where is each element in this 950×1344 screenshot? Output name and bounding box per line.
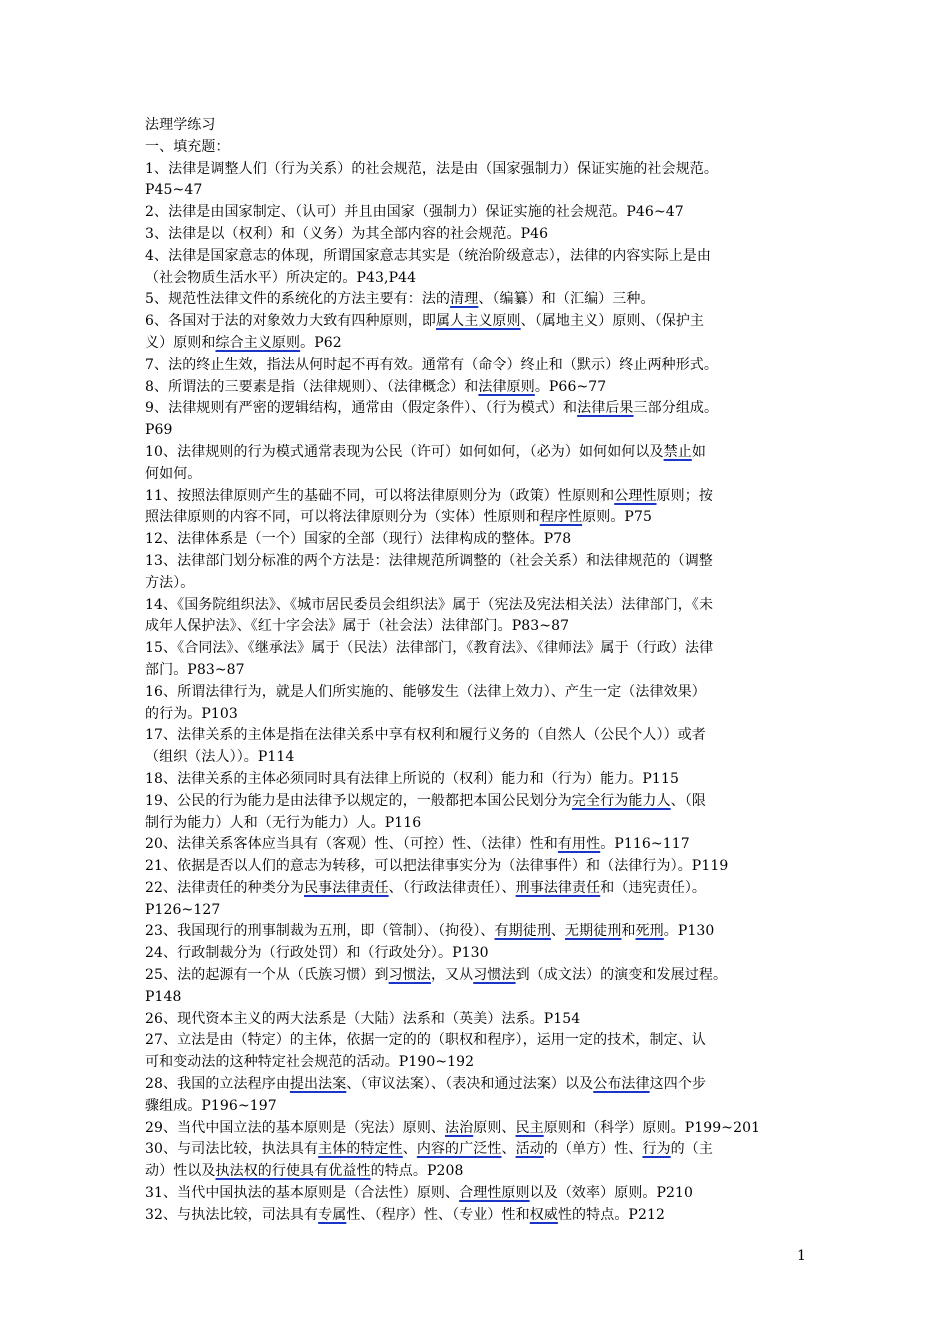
underlined-answer: 习惯法 [388, 967, 431, 984]
text-segment: 21、依据是否以人们的意志为转移，可以把法律事实分为（法律事件）和（法律行为）。P119 [145, 858, 729, 875]
text-line [145, 1205, 815, 1227]
text-segment: 、（编纂）和（汇编）三种。 [478, 291, 655, 308]
text-segment: 以及（效率）原则。P210 [529, 1185, 694, 1202]
text-segment: 11、按照法律原则产生的基础不同，可以将法律原则分为（政策）性原则和 [145, 487, 615, 504]
text-segment: 这四个步 [649, 1076, 707, 1093]
text-segment: 、 [550, 923, 566, 940]
underlined-answer: 刑事法律责任 [515, 879, 601, 896]
text-segment: （组织（法人））。P114 [145, 749, 295, 766]
text-segment: 制行为能力）人和（无行为能力）人。P116 [145, 814, 422, 831]
text-segment: 骤组成。P196~197 [145, 1097, 277, 1114]
text-segment: 28、我国的立法程序由 [145, 1076, 290, 1093]
underlined-answer: 无期徒刑 [565, 923, 622, 940]
text-segment: 5、规范性法律文件的系统化的方法主要有：法的 [145, 291, 451, 308]
text-line [145, 507, 815, 529]
text-line [145, 725, 815, 747]
text-line [145, 246, 815, 268]
text-line [145, 333, 815, 355]
document-title: 法理学练习 [145, 117, 216, 133]
underlined-answer: 清理 [450, 291, 479, 308]
text-segment: 13、法律部门划分标准的两个方法是：法律规范所调整的（社会关系）和法律规范的（调整 [145, 552, 713, 569]
text-segment: 25、法的起源有一个从（氏族习惯）到 [145, 967, 389, 984]
text-line [145, 202, 815, 224]
text-line [145, 1161, 815, 1183]
text-segment: 照法律原则的内容不同，可以将法律原则分为（实体）性原则和 [145, 509, 540, 526]
text-segment: 14、《国务院组织法》、《城市居民委员会组织法》属于（宪法及宪法相关法）法律部门，《未 [145, 596, 714, 613]
text-segment: 6、各国对于法的对象效力大致有四种原则，即 [145, 313, 437, 330]
text-segment: 30、与司法比较，执法具有 [145, 1141, 319, 1158]
text-line [145, 660, 815, 682]
text-segment: P45~47 [145, 182, 203, 199]
text-segment: 、 [402, 1141, 417, 1158]
text-segment: 和（违宪责任）。 [600, 879, 707, 896]
page-number: 1 [797, 1248, 806, 1264]
underlined-answer: 法治 [445, 1119, 474, 1136]
text-segment: 如 [691, 443, 706, 460]
text-line [145, 616, 815, 638]
text-segment: 何如何。 [145, 465, 202, 482]
text-segment: 32、与执法比较，司法具有 [145, 1206, 319, 1223]
text-segment: 的特点。P208 [370, 1163, 464, 1180]
text-line [145, 1183, 815, 1205]
text-segment: 22、法律责任的种类分为 [145, 879, 305, 896]
text-line [145, 900, 815, 922]
underlined-answer: 完全行为能力人 [571, 792, 671, 809]
text-segment: 的（主 [670, 1141, 713, 1158]
text-line [145, 355, 815, 377]
document-page [145, 115, 815, 1227]
text-line [145, 398, 815, 420]
text-segment: 可和变动法的这种特定社会规范的活动。P190~192 [145, 1054, 475, 1071]
text-segment: 4、法律是国家意志的体现，所谓国家意志其实是（统治阶级意志），法律的内容实际上是由 [145, 247, 712, 264]
section-heading: 一、填充题： [145, 138, 230, 155]
text-line [145, 638, 815, 660]
text-segment: 19、公民的行为能力是由法律予以规定的，一般都把本国公民划分为 [145, 792, 572, 809]
underlined-answer: 民主 [515, 1119, 544, 1136]
text-segment: 性、（程序）性、（专业）性和 [346, 1206, 530, 1223]
text-line [145, 1052, 815, 1074]
text-line [145, 965, 815, 987]
text-segment: 3、法律是以（权利）和（义务）为其全部内容的社会规范。P46 [145, 225, 549, 242]
text-segment: 。P130 [663, 923, 715, 940]
text-line [145, 1139, 815, 1161]
text-line [145, 595, 815, 617]
text-line [145, 747, 815, 769]
text-segment: 26、现代资本主义的两大法系是（大陆）法系和（英美）法系。P154 [145, 1010, 581, 1027]
text-line [145, 769, 815, 791]
text-line [145, 704, 815, 726]
text-segment: 成年人保护法》、《红十字会法》属于（社会法）法律部门。P83~87 [145, 618, 570, 635]
text-line [145, 159, 815, 181]
text-segment: （社会物质生活水平）所决定的。P43,P44 [145, 269, 417, 286]
text-segment: 16、所谓法律行为，就是人们所实施的、能够发生（法律上效力）、产生一定（法律效果） [145, 683, 706, 700]
text-segment: 2、法律是由国家制定、（认可）并且由国家（强制力）保证实施的社会规范。P46~47 [145, 204, 684, 221]
text-segment: 31、当代中国执法的基本原则是（合法性）原则、 [145, 1185, 460, 1202]
text-segment: 15、《合同法》、《继承法》属于（民法）法律部门，《教育法》、《律师法》属于（行政）法律 [145, 640, 714, 657]
text-segment: 9、法律规则有严密的逻辑结构，通常由（假定条件）、（行为模式）和 [145, 400, 578, 417]
text-segment: ，又从 [430, 967, 474, 984]
text-line [145, 442, 815, 464]
text-line [145, 834, 815, 856]
text-line [145, 1030, 815, 1052]
text-segment: 20、法律关系客体应当具有（客观）性、（可控）性、（法律）性和 [145, 836, 558, 853]
underlined-answer: 法律原则 [478, 378, 535, 395]
text-line [145, 224, 815, 246]
text-segment: 1、法律是调整人们（行为关系）的社会规范，法是由（国家强制力）保证实施的社会规范。 [145, 160, 719, 177]
underlined-answer: 死刑 [635, 923, 664, 940]
underlined-answer: 公理性 [614, 487, 657, 504]
text-line [145, 813, 815, 835]
text-line [145, 289, 815, 311]
text-segment: 29、当代中国立法的基本原则是（宪法）原则、 [145, 1119, 446, 1136]
text-segment: 和 [621, 923, 636, 940]
text-line [145, 791, 815, 813]
text-line [145, 551, 815, 573]
text-segment: 8、所谓法的三要素是指（法律规则）、（法律概念）和 [145, 378, 479, 395]
underlined-answer: 法律后果 [577, 400, 634, 417]
text-segment: 部门。P83~87 [145, 661, 245, 678]
text-segment: 动）性以及 [145, 1163, 216, 1180]
text-line [145, 268, 815, 290]
underlined-answer: 民事法律责任 [304, 879, 389, 896]
underlined-answer: 属人主义原则 [436, 313, 521, 330]
text-segment: 、（限 [670, 792, 706, 809]
text-segment: 24、行政制裁分为（行政处罚）和（行政处分）。P130 [145, 945, 489, 962]
underlined-answer: 程序性 [539, 509, 583, 526]
text-line [145, 921, 815, 943]
underlined-answer: 主体的特定性 [318, 1141, 403, 1158]
text-segment: 。P66~77 [534, 378, 607, 395]
underlined-answer: 提出法案 [289, 1076, 347, 1093]
text-line [145, 856, 815, 878]
text-line [145, 377, 815, 399]
text-segment: P126~127 [145, 901, 221, 918]
text-segment: 三部分组成。 [633, 400, 719, 417]
text-segment: 7、法的终止生效，指法从何时起不再有效。通常有（命令）终止和（默示）终止两种形式。 [145, 356, 719, 373]
text-segment: 义）原则和 [145, 334, 216, 351]
text-line [145, 180, 815, 202]
document-body [145, 159, 815, 1227]
underlined-answer: 习惯法 [473, 967, 516, 984]
text-segment: 。P116~117 [600, 836, 690, 853]
text-segment: P148 [145, 988, 182, 1005]
underlined-answer: 行为 [642, 1141, 671, 1158]
text-line [145, 486, 815, 508]
text-line [145, 1118, 815, 1140]
text-segment: 性的特点。P212 [557, 1206, 665, 1223]
underlined-answer: 禁止 [663, 443, 692, 460]
underlined-answer: 活动 [515, 1141, 544, 1158]
text-segment: 18、法律关系的主体必须同时具有法律上所说的（权利）能力和（行为）能力。P115 [145, 770, 679, 787]
text-line [145, 1074, 815, 1096]
text-segment: 的（单方）性、 [543, 1141, 643, 1158]
text-segment: 17、法律关系的主体是指在法律关系中享有权利和履行义务的（自然人（公民个人））或者 [145, 727, 706, 744]
text-segment: 、 [501, 1141, 516, 1158]
underlined-answer: 内容的广泛性 [416, 1141, 502, 1158]
text-line [145, 573, 815, 595]
text-segment: 、（行政法律责任）、 [388, 879, 516, 896]
text-segment: 方法）。 [145, 574, 195, 591]
text-line [145, 682, 815, 704]
underlined-answer: 有期徒刑 [494, 923, 551, 940]
text-segment: 、（属地主义）原则、（保护主 [520, 313, 705, 330]
underlined-answer: 综合主义原则 [215, 334, 301, 351]
underlined-answer: 权威 [529, 1206, 558, 1223]
text-line [145, 1009, 815, 1031]
underlined-answer: 有用性 [557, 836, 601, 853]
underlined-answer: 执法权的行使具有优益性 [215, 1163, 371, 1180]
underlined-answer: 合理性原则 [459, 1185, 530, 1202]
text-segment: 、（审议法案）、（表决和通过法案）以及 [346, 1076, 594, 1093]
text-line [145, 987, 815, 1009]
text-line [145, 1096, 815, 1118]
text-segment: 23、我国现行的刑事制裁为五刑，即（管制）、（拘役）、 [145, 923, 495, 940]
text-line [145, 464, 815, 486]
text-segment: P69 [145, 422, 173, 439]
text-segment: 的行为。P103 [145, 705, 238, 722]
text-line [145, 529, 815, 551]
text-segment: 10、法律规则的行为模式通常表现为公民（许可）如何如何，（必为）如何如何以及 [145, 443, 664, 460]
text-segment: 到（成文法）的演变和发展过程。 [515, 967, 728, 984]
text-segment: 原则、 [473, 1119, 516, 1136]
underlined-answer: 专属 [318, 1206, 347, 1223]
text-line [145, 943, 815, 965]
text-segment: 原则。P75 [582, 509, 652, 526]
text-segment: 27、立法是由（特定）的主体，依据一定的的（职权和程序），运用一定的技术，制定、认 [145, 1032, 706, 1049]
text-line [145, 420, 815, 442]
text-segment: 。P62 [300, 334, 342, 351]
text-line [145, 311, 815, 333]
text-segment: 12、法律体系是（一个）国家的全部（现行）法律构成的整体。P78 [145, 531, 572, 548]
underlined-answer: 公布法律 [593, 1076, 650, 1093]
text-segment: 原则和（科学）原则。P199~201 [543, 1119, 761, 1136]
text-line [145, 878, 815, 900]
text-segment: 原则；按 [656, 487, 713, 504]
